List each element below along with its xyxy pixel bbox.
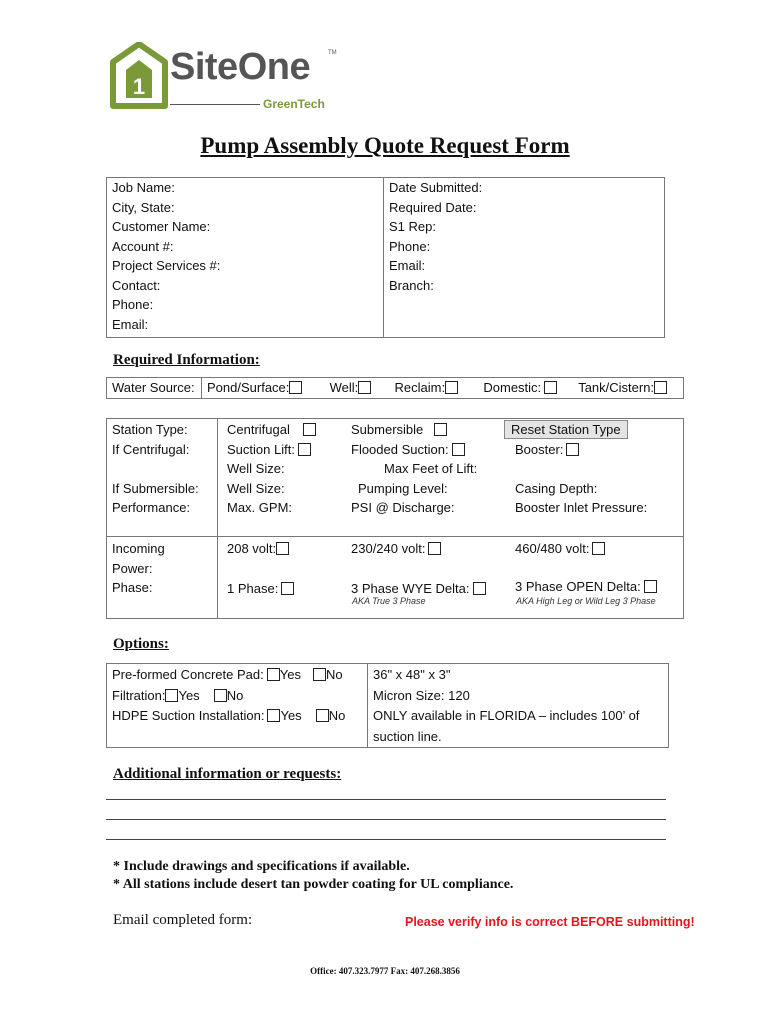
answer-line[interactable] — [106, 819, 666, 820]
field-label: Required Date: — [389, 199, 477, 215]
note-drawings: * Include drawings and specifications if available. — [113, 859, 410, 874]
if-centrifugal-label: If Centrifugal: — [112, 441, 190, 457]
field-label: Email: — [389, 258, 426, 273]
booster-label: Booster: — [515, 441, 564, 457]
logo-sub: GreenTech — [263, 97, 325, 111]
field-label: Contact: — [112, 277, 161, 293]
centrifugal-label: Centrifugal — [227, 422, 290, 437]
pad-no-checkbox[interactable] — [313, 668, 326, 681]
required-heading: Required Information: — [113, 352, 260, 368]
note-coating: * All stations include desert tan powder coating for UL compliance. — [113, 877, 514, 892]
hdpe-yes-checkbox[interactable] — [267, 709, 280, 722]
no-label: No — [325, 667, 343, 682]
logo-divider — [170, 104, 260, 105]
field-label: Phone: — [112, 297, 154, 312]
volt-230-checkbox[interactable] — [428, 542, 441, 555]
station-type-label: Station Type: — [112, 422, 188, 437]
option-well: Well: — [329, 380, 359, 395]
casing-depth-label: Casing Depth: — [515, 480, 598, 496]
well-size-label: Well Size: — [227, 480, 285, 496]
phase-open-checkbox[interactable] — [644, 580, 657, 593]
answer-line[interactable] — [106, 839, 666, 840]
micron-size: Micron Size: 120 — [373, 687, 470, 703]
incoming-power-label: Incoming Power: — [112, 541, 165, 576]
no-label: No — [328, 708, 346, 723]
hdpe-note: ONLY available in FLORIDA – includes 100’ of — [373, 708, 640, 723]
centrifugal-checkbox[interactable] — [303, 423, 316, 436]
phase-wye-checkbox[interactable] — [473, 582, 486, 595]
pad-size: 36" x 48" x 3" — [373, 667, 451, 682]
filtration-no-checkbox[interactable] — [214, 689, 227, 702]
option-reclaim: Reclaim: — [394, 380, 446, 395]
pad-yes-checkbox[interactable] — [267, 668, 280, 681]
if-submersible-label: If Submersible: — [112, 480, 199, 496]
filtration-label: Filtration: — [112, 687, 166, 703]
phase-open-note: AKA High Leg or Wild Leg 3 Phase — [516, 596, 656, 606]
hdpe-note-cont: suction line. — [373, 728, 442, 744]
submersible-label: Submersible — [351, 422, 424, 437]
phase-wye-label: 3 Phase WYE Delta: — [351, 581, 470, 596]
flooded-suction-label: Flooded Suction: — [351, 441, 449, 457]
field-label: Job Name: — [112, 180, 175, 195]
water-source-label: Water Source: — [112, 380, 195, 395]
reclaim-checkbox[interactable] — [445, 381, 458, 394]
booster-checkbox[interactable] — [566, 443, 579, 456]
reset-station-type-button[interactable]: Reset Station Type — [504, 420, 628, 439]
well-checkbox[interactable] — [358, 381, 371, 394]
hdpe-label: HDPE Suction Installation: — [112, 708, 265, 723]
max-feet-lift-label: Max Feet of Lift: — [384, 461, 478, 477]
field-label: Branch: — [389, 277, 434, 293]
logo-mark-icon — [110, 42, 168, 110]
yes-label: Yes — [279, 667, 301, 682]
logo-tm: TM — [328, 50, 337, 56]
field-label: Project Services #: — [112, 258, 221, 273]
hdpe-no-checkbox[interactable] — [316, 709, 329, 722]
additional-heading: Additional information or requests: — [113, 766, 342, 782]
logo-brand: SiteOne — [170, 46, 311, 88]
suction-lift-checkbox[interactable] — [298, 443, 311, 456]
logo — [110, 42, 340, 114]
well-size-label: Well Size: — [227, 461, 285, 477]
volt-208-label: 208 volt: — [227, 541, 277, 556]
options-heading: Options: — [113, 636, 169, 652]
flooded-suction-checkbox[interactable] — [452, 443, 465, 456]
field-label: Date Submitted: — [389, 180, 483, 195]
option-tank: Tank/Cistern: — [578, 380, 655, 395]
yes-label: Yes — [280, 708, 302, 723]
option-domestic: Domestic: — [483, 380, 542, 395]
max-gpm-label: Max. GPM: — [227, 500, 293, 516]
phase-wye-note: AKA True 3 Phase — [352, 596, 426, 606]
pumping-level-label: Pumping Level: — [358, 480, 448, 496]
job-info-table — [106, 177, 665, 338]
booster-inlet-label: Booster Inlet Pressure: — [515, 500, 648, 516]
phase-open-label: 3 Phase OPEN Delta: — [515, 579, 641, 594]
field-label: Account #: — [112, 238, 174, 254]
page-title: Pump Assembly Quote Request Form — [200, 133, 570, 158]
svg-text:1: 1 — [132, 74, 146, 99]
pad-label: Pre-formed Concrete Pad: — [112, 667, 264, 682]
options-table — [106, 663, 669, 748]
footer-contact: Office: 407.323.7977 Fax: 407.268.3856 — [310, 966, 460, 976]
water-source-table — [106, 377, 684, 399]
option-pond: Pond/Surface: — [207, 380, 290, 395]
email-form-label: Email completed form: — [113, 912, 253, 928]
volt-208-checkbox[interactable] — [276, 542, 289, 555]
volt-230-label: 230/240 volt: — [351, 541, 426, 556]
performance-label: Performance: — [112, 500, 191, 516]
phase-1-label: 1 Phase: — [227, 581, 279, 596]
field-label: S1 Rep: — [389, 219, 436, 234]
answer-line[interactable] — [106, 799, 666, 800]
phase-label: Phase: — [112, 580, 153, 595]
phase-1-checkbox[interactable] — [281, 582, 294, 595]
pond-checkbox[interactable] — [289, 381, 302, 394]
domestic-checkbox[interactable] — [544, 381, 557, 394]
field-label: Customer Name: — [112, 219, 211, 234]
submersible-checkbox[interactable] — [434, 423, 447, 436]
field-label: Phone: — [389, 238, 431, 254]
tank-checkbox[interactable] — [654, 381, 667, 394]
field-label: Email: — [112, 316, 149, 332]
no-label: No — [226, 687, 244, 703]
verify-warning: Please verify info is correct BEFORE submitting! — [405, 915, 695, 929]
station-table — [106, 418, 684, 619]
volt-460-label: 460/480 volt: — [515, 541, 590, 556]
yes-label: Yes — [178, 687, 200, 703]
volt-460-checkbox[interactable] — [592, 542, 605, 555]
suction-lift-label: Suction Lift: — [227, 441, 295, 457]
psi-discharge-label: PSI @ Discharge: — [351, 500, 455, 516]
field-label: City, State: — [112, 199, 175, 215]
filtration-yes-checkbox[interactable] — [165, 689, 178, 702]
